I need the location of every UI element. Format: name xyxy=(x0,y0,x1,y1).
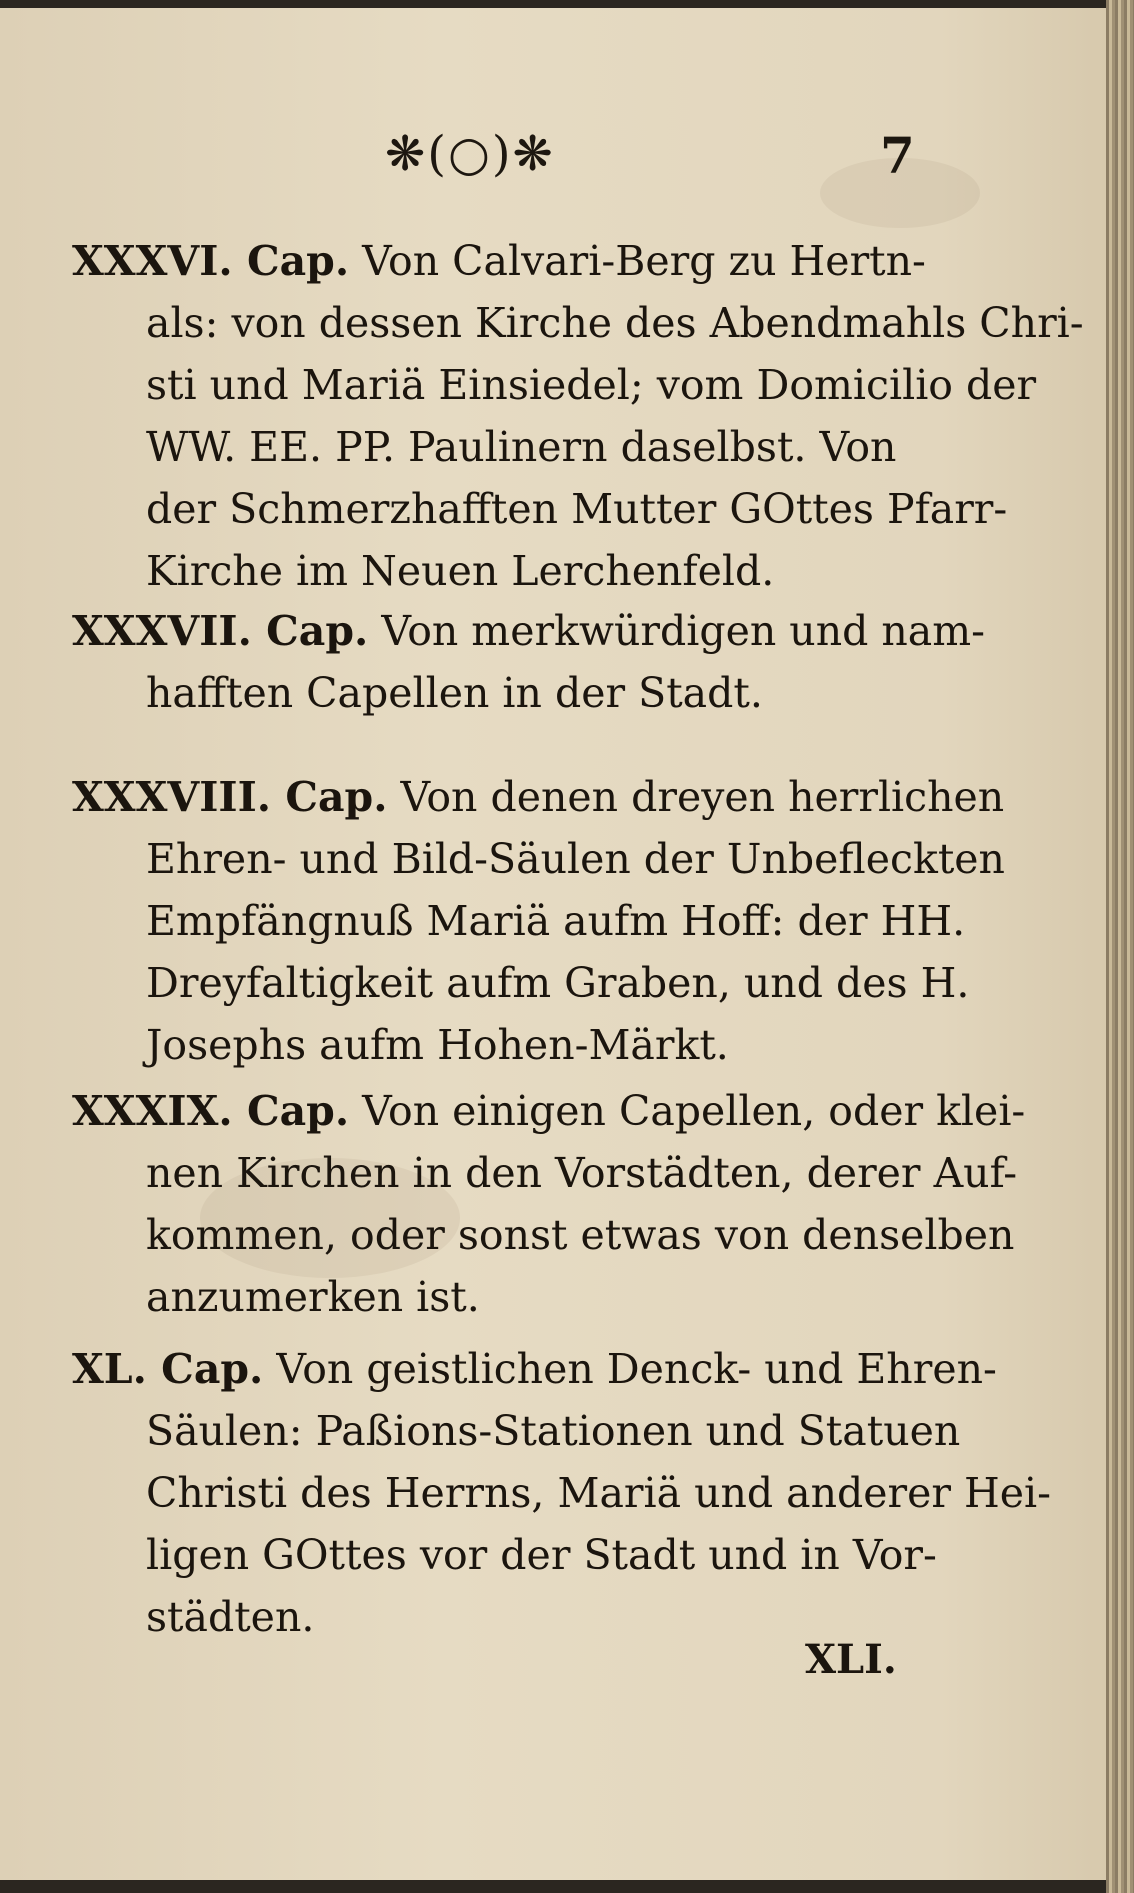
entry-line: Christi des Herrns, Mariä und anderer Hei- xyxy=(146,1469,1052,1517)
entry-line: Ehren- und Bild-Säulen der Unbefleckten xyxy=(146,835,1005,883)
entry-line: Von Calvari-Berg zu Hertn- xyxy=(362,237,926,285)
entry-line: WW. EE. PP. Paulinern daselbst. Von xyxy=(146,423,897,471)
entry-line: Von denen dreyen herrlichen xyxy=(400,773,1005,821)
chapter-heading: XXXIX. Cap. xyxy=(72,1087,350,1135)
toc-entry-xl xyxy=(72,1338,1052,1648)
page-edges xyxy=(1106,0,1134,1893)
entry-line: als: von dessen Kirche des Abendmahls Chri- xyxy=(146,299,1084,347)
entry-line: Josephs aufm Hohen-Märkt. xyxy=(146,1021,729,1069)
page-number: 7 xyxy=(880,126,915,185)
chapter-heading: XXXVI. Cap. xyxy=(72,237,350,285)
entry-line: nen Kirchen in den Vorstädten, derer Auf- xyxy=(146,1149,1018,1197)
running-header xyxy=(0,126,1106,196)
chapter-heading: XXXVIII. Cap. xyxy=(72,773,388,821)
book-page xyxy=(0,8,1107,1880)
chapter-heading: XL. Cap. xyxy=(72,1345,264,1393)
entry-line: Von geistlichen Denck- und Ehren- xyxy=(276,1345,997,1393)
toc-entry-xxxvii xyxy=(72,600,985,724)
entry-line: städten. xyxy=(146,1593,315,1641)
entry-line: der Schmerzhafften Mutter GOttes Pfarr- xyxy=(146,485,1008,533)
entry-line: Empfängnuß Mariä aufm Hoff: der HH. xyxy=(146,897,966,945)
toc-entry-xxxix xyxy=(72,1080,1026,1328)
entry-line: Dreyfaltigkeit aufm Graben, und des H. xyxy=(146,959,970,1007)
toc-entry-xxxvi xyxy=(72,230,1084,602)
entry-line: anzumerken ist. xyxy=(146,1273,480,1321)
toc-entry-xxxviii xyxy=(72,766,1005,1076)
entry-line: sti und Mariä Einsiedel; vom Domicilio der xyxy=(146,361,1037,409)
catchword: XLI. xyxy=(805,1636,897,1683)
entry-line: ligen GOttes vor der Stadt und in Vor- xyxy=(146,1531,937,1579)
header-ornament: ❋(○)❋ xyxy=(385,126,555,182)
entry-line: Von einigen Capellen, oder klei- xyxy=(362,1087,1026,1135)
entry-line: kommen, oder sonst etwas von denselben xyxy=(146,1211,1015,1259)
entry-line: hafften Capellen in der Stadt. xyxy=(146,669,763,717)
entry-line: Von merkwürdigen und nam- xyxy=(381,607,985,655)
entry-line: Kirche im Neuen Lerchenfeld. xyxy=(146,547,775,595)
entry-line: Säulen: Paßions-Stationen und Statuen xyxy=(146,1407,961,1455)
chapter-heading: XXXVII. Cap. xyxy=(72,607,369,655)
